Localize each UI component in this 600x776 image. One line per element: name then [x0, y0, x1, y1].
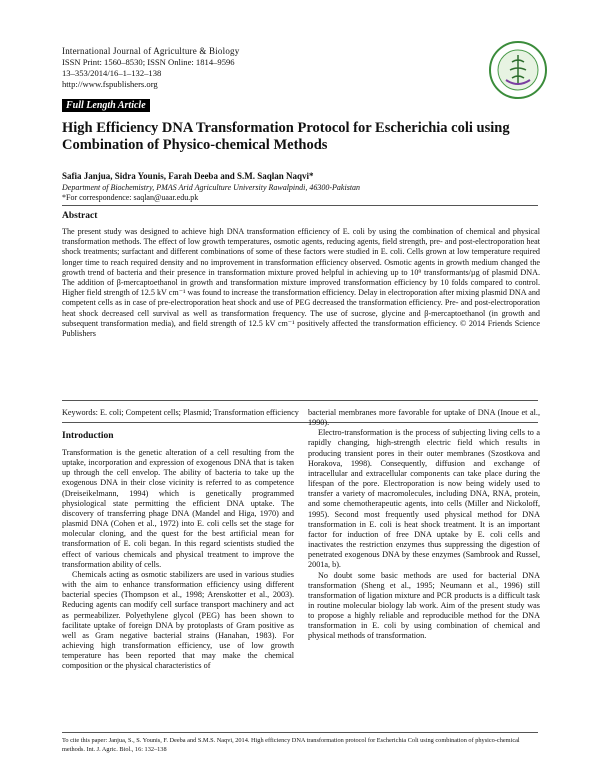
paragraph: Electro-transformation is the process of subjecting living cells to a rapidly changing, high-strength electric field which results in producing transient pores in their outer membranes (Szostkova and Horakova, 1998). Consequently, diffusion and exchange of intracellular and extracellular components can take place during the lifespan of the pore. Electroporation is now being widely used to transfer a variety of macromolecules, including DNA, RNA, protein, and some chemotherapeutic agents, into cells (Miller and Nickoloff, 1995). Second most frequently used physical method for DNA transformation in E. coli is heat shock treatment. It is an important factor for induction of free DNA uptake by E. coli cells and inactivates the restriction enzymes thus suppressing the digestion of penetrated exogenous DNA by these enzymes (Sambrook and Russel, 2001a, b). — [308, 428, 540, 570]
divider-abstract — [62, 400, 538, 401]
keywords: Keywords: E. coli; Competent cells; Plasmid; Transformation efficiency — [62, 408, 299, 417]
issn: ISSN Print: 1560–8530; ISSN Online: 1814–9596 — [62, 57, 235, 67]
right-column — [308, 408, 540, 642]
article-type-badge: Full Length Article — [62, 99, 150, 112]
divider-top — [62, 205, 538, 206]
publisher-logo — [488, 40, 548, 100]
abstract-text: The present study was designed to achieve high DNA transformation efficiency of E. coli by using the combination of chemical and physical transformation methods. The effect of low growth temperatures, osmotic agents, reducing agents, field strength, pre- and post-electroporation heat shock treatments; surfactant and different combinations of some of these factors were studied in E. coli. Cells grown at low temperature required longer time to reach required density and no improvement in transformation efficiency observed. Osmotic agents in growth medium changed the growth trend of bacteria and their presence in transformation mixture proved helpful in achieving up to 10⁹ transformants/µg of plasmid DNA. The addition of β-mercaptoethanol in growth and transformation mixture improved transformation efficiency by 10 folds compared to control. Higher field strength of 12.5 kV cm⁻¹ was found to increase the transformation efficiency. Delay in electroporation after mixing plasmid DNA and competent cells as in case of pre-electroporation heat shock and use of PEG decreased the transformation efficiency. Pre- and post-electroporation heat shock decreased cell survival as well as transformation frequency. The use of sucrose, glycine and β-mercaptoethanol (in growth and subsequent transformation media), and field strength of 12.5 kV cm⁻¹ positively affected the transformation efficiency. © 2014 Friends Science Publishers — [62, 227, 540, 339]
article-doi: 13–353/2014/16–1–132–138 — [62, 68, 162, 78]
paragraph: bacterial membranes more favorable for uptake of DNA (Inoue et al., 1990). — [308, 408, 540, 428]
paragraph: Chemicals acting as osmotic stabilizers are used in various studies with the aim to enhance transformation efficiency using different bacterial species (Thompson et al., 1998; Arenskotter et al., 2003). Reducing agents can modify cell surface transport machinery and act as permeabilizer. Polyethylene glycol (PEG) has been shown to facilitate uptake of foreign DNA by protoplasts of Gram positive as well as Gram negative bacterial strains (Hanahan, 1983). For achieving high transformation efficiency, use of low growth temperature has been reported that may make the chemical composition or the physical characteristics of — [62, 569, 294, 671]
paper-title-text: High Efficiency DNA Transformation Protocol for Escherichia coli using Combination of Physico-chemical Methods — [62, 120, 510, 153]
affiliation: Department of Biochemistry, PMAS Arid Agriculture University Rawalpindi, 46300-Pakistan — [62, 183, 361, 192]
paragraph: Transformation is the genetic alteration of a cell resulting from the uptake, incorporation and expression of exogenous DNA that is taken up through the cell envelop. The ability of bacteria to take up the exogenous DNA in their close vicinity is referred to as competence (Dreiseikelmann, 1994) which is genetically programmed physiological state permitting the efficient DNA uptake. The discovery of transferring phage DNA (Mandel and Higa, 1970) and plasmid DNA (Cohen et al., 1972) into E. coli cells set the stage for molecular cloning, and the quest for the best artificial mean for transformation of E. coli began. In this regard scientists studied the effect of various chemicals and physical treatment to improve the transformation ability of cells. — [62, 448, 294, 569]
correspondence: *For correspondence: saqlan@uaar.edu.pk — [62, 193, 199, 202]
left-column — [62, 448, 294, 671]
journal-header — [62, 46, 239, 90]
divider-bottom — [62, 732, 538, 733]
paragraph: No doubt some basic methods are used for bacterial DNA transformation (Sheng et al., 1995; Neumann et al., 1996) still transformation of ligation mixture and PCR products is a difficult task in routine molecular biology lab work. Aim of the present study was to propose a highly reliable and reproducible method for the DNA transformation in E. coli by using combination of chemical and physical methods of transformation. — [308, 570, 540, 641]
intro-heading: Introduction — [62, 431, 114, 441]
journal-name: International Journal of Agriculture & Biology — [62, 46, 240, 56]
paper-title — [62, 120, 542, 154]
journal-url[interactable]: http://www.fspublishers.org — [62, 79, 158, 89]
citation: To cite this paper: Janjua, S., S. Younis, F. Deeba and S.M.S. Naqvi, 2014. High efficiency DNA transformation protocol for Escherichia Coli using combination of physico-chemical methods. Int. J. Agric. Biol., 16: 132–138 — [62, 737, 520, 753]
authors: Safia Janjua, Sidra Younis, Farah Deeba and S.M. Saqlan Naqvi* — [62, 171, 314, 181]
abstract-heading: Abstract — [62, 211, 98, 221]
